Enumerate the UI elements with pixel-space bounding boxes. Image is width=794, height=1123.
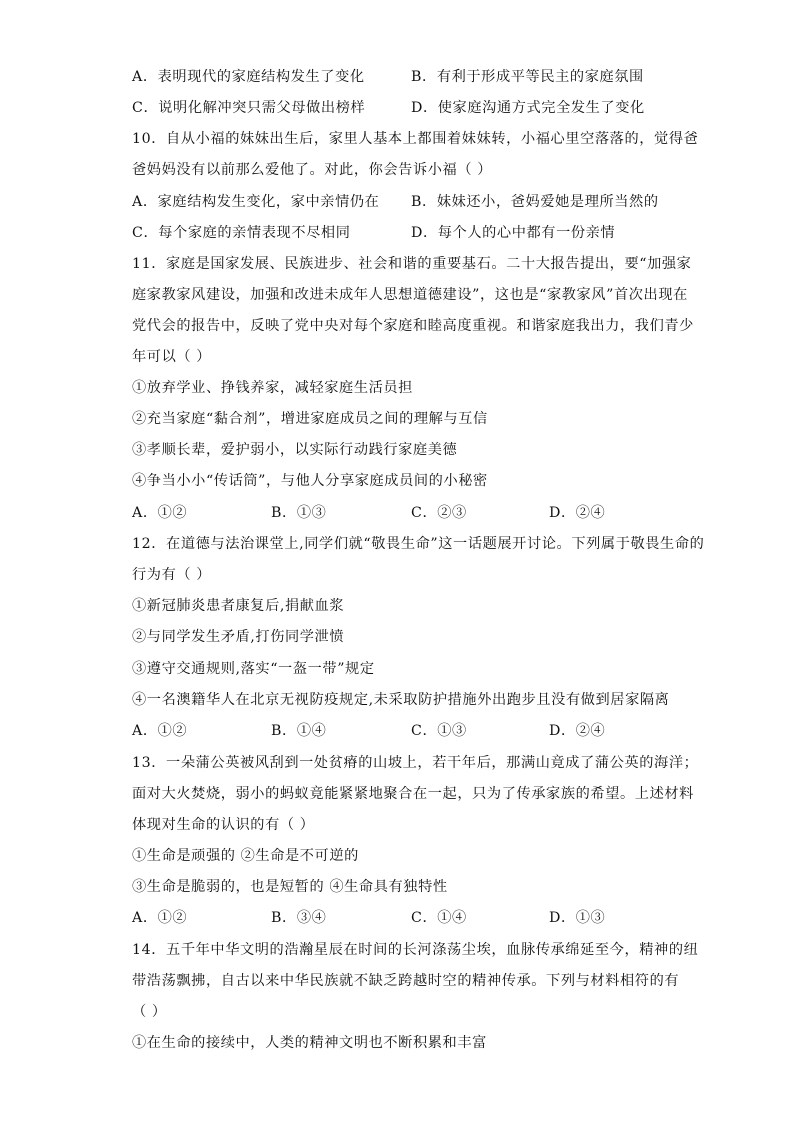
q11-item-2: ②充当家庭“黏合剂”，增进家庭成员之间的理解与互信 xyxy=(132,411,488,427)
q11-stem-line-3: 党代会的报告中，反映了党中央对每个家庭和睦高度重视。和谐家庭我出力，我们青少 xyxy=(132,318,694,334)
q10-stem-line-2: 爸妈妈没有以前那么爱他了。对此，你会告诉小福（ ） xyxy=(132,162,493,178)
q12-option-b: B．①④ xyxy=(271,723,327,739)
q10-option-a: A．家庭结构发生变化，家中亲情仍在 xyxy=(132,194,380,210)
q13-option-b: B．③④ xyxy=(271,910,327,926)
q14-stem-line-2: 带浩荡飘拂，自古以来中华民族就不缺乏跨越时空的精神传承。下列与材料相符的有 xyxy=(132,973,680,989)
q14-stem-line-3: （ ） xyxy=(132,1004,167,1020)
q9-option-b: B．有利于形成平等民主的家庭氛围 xyxy=(411,69,644,85)
q10-stem-line-1: 10．自从小福的妹妹出生后，家里人基本上都围着妹妹转，小福心里空落落的，觉得爸 xyxy=(132,131,699,147)
q13-stem-line-2: 面对大火焚烧，弱小的蚂蚁竟能紧紧地聚合在一起，只为了传承家族的希望。上述材料 xyxy=(132,786,694,802)
q10-option-c: C．每个家庭的亲情表现不尽相同 xyxy=(132,225,351,241)
q11-option-c: C．②③ xyxy=(411,505,467,521)
q12-option-d: D．②④ xyxy=(549,723,606,739)
q11-option-d: D．②④ xyxy=(549,505,606,521)
q10-option-d: D．每个人的心中都有一份亲情 xyxy=(411,225,616,241)
q13-option-c: C．①④ xyxy=(411,910,467,926)
q13-option-a: A．①② xyxy=(132,910,188,926)
q14-item-1: ①在生命的接续中，人类的精神文明也不断积累和丰富 xyxy=(132,1035,487,1051)
q12-stem-line-2: 行为有（ ） xyxy=(132,567,212,583)
q11-stem-line-1: 11．家庭是国家发展、民族进步、社会和谐的重要基石。二十大报告提出，要“加强家 xyxy=(132,256,692,272)
q13-stem-line-3: 体现对生命的认识的有（ ） xyxy=(132,817,315,833)
q11-stem-line-4: 年可以（ ） xyxy=(132,349,212,365)
q12-item-3: ③遵守交通规则,落实“一盔一带”规定 xyxy=(132,661,375,677)
q13-stem-line-1: 13．一朵蒲公英被风刮到一处贫瘠的山坡上，若干年后，那满山竟成了蒲公英的海洋； xyxy=(132,755,699,771)
q11-option-b: B．①③ xyxy=(271,505,327,521)
q9-option-d: D．使家庭沟通方式完全发生了变化 xyxy=(411,100,645,116)
q12-item-2: ②与同学发生矛盾,打伤同学泄愤 xyxy=(132,629,345,645)
q9-option-c: C．说明化解冲突只需父母做出榜样 xyxy=(132,100,366,116)
q13-item-row-2: ③生命是脆弱的，也是短暂的 ④生命具有独特性 xyxy=(132,879,448,895)
q12-item-4: ④一名澳籍华人在北京无视防疫规定,未采取防护措施外出跑步且没有做到居家隔离 xyxy=(132,692,670,708)
q11-item-4: ④争当小小“传话筒”，与他人分享家庭成员间的小秘密 xyxy=(132,473,488,489)
q13-option-d: D．①③ xyxy=(549,910,606,926)
q9-option-a: A．表明现代的家庭结构发生了变化 xyxy=(132,69,365,85)
q10-option-b: B．妹妹还小，爸妈爱她是理所当然的 xyxy=(411,194,659,210)
q14-stem-line-1: 14．五千年中华文明的浩瀚星辰在时间的长河涤荡尘埃，血脉传承绵延至今，精神的纽 xyxy=(132,942,699,958)
q11-item-1: ①放弃学业、挣钱养家，减轻家庭生活员担 xyxy=(132,380,413,396)
q12-option-a: A．①② xyxy=(132,723,188,739)
q12-item-1: ①新冠肺炎患者康复后,捐献血浆 xyxy=(132,598,345,614)
q13-item-row-1: ①生命是顽强的 ②生命是不可逆的 xyxy=(132,848,359,864)
q12-stem-line-1: 12．在道德与法治课堂上,同学们就“敬畏生命”这一话题展开讨论。下列属于敬畏生命的 xyxy=(132,536,705,552)
q11-item-3: ③孝顺长辈，爱护弱小，以实际行动践行家庭美德 xyxy=(132,442,458,458)
q11-stem-line-2: 庭家教家风建设，加强和改进未成年人思想道德建设”，这也是“家教家风”首次出现在 xyxy=(132,287,688,303)
q12-option-c: C．①③ xyxy=(411,723,467,739)
q11-option-a: A．①② xyxy=(132,505,188,521)
